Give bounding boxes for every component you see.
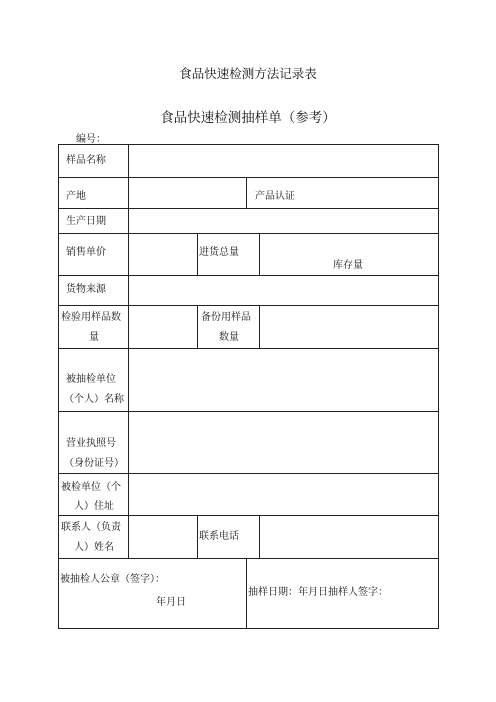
backup-qty-label-line2: 数量 <box>219 332 239 343</box>
row-divider <box>58 233 439 234</box>
column-divider <box>246 177 247 208</box>
purchase-total-label: 进货总量 <box>199 247 239 258</box>
column-divider <box>246 558 247 629</box>
origin-label: 产地 <box>66 191 86 202</box>
sampled-unit-label-line2: （个人）名称 <box>64 394 124 405</box>
seal-label: 被抽检人公章（签字）： <box>60 574 165 585</box>
stock-label: 库存量 <box>333 260 363 271</box>
row-divider <box>58 558 439 559</box>
license-label-line2: （身份证号） <box>64 458 124 469</box>
test-qty-label-line2: 量 <box>89 332 99 343</box>
address-label-line2: 人）住址 <box>74 501 114 512</box>
test-qty-label-line1: 检验用样品数 <box>61 312 121 323</box>
column-divider <box>197 305 198 348</box>
contact-label-line1: 联系人（负责 <box>61 522 121 533</box>
form-title: 食品快速检测抽样单（参考） <box>160 110 336 126</box>
origin-field[interactable] <box>129 178 245 207</box>
address-label-line1: 被检单位（个 <box>61 482 121 493</box>
sampled-unit-label-line1: 被抽检单位 <box>66 374 116 385</box>
column-divider <box>259 233 260 275</box>
production-date-field[interactable] <box>129 209 438 232</box>
sale-price-field[interactable] <box>129 234 196 274</box>
certification-field[interactable] <box>305 178 438 207</box>
source-label: 货物来源 <box>66 284 106 295</box>
test-qty-field[interactable] <box>129 306 196 347</box>
phone-label: 联系电话 <box>199 531 239 542</box>
sample-name-field[interactable] <box>129 145 438 176</box>
certification-label: 产品认证 <box>255 191 295 202</box>
seal-date-label: 年月日 <box>156 597 186 608</box>
sale-price-label: 销售单价 <box>66 247 106 258</box>
backup-qty-field[interactable] <box>260 306 438 347</box>
license-label-line1: 营业执照号 <box>66 438 116 449</box>
serial-number-label: 编号： <box>76 134 106 145</box>
phone-field[interactable] <box>260 516 438 557</box>
contact-label-line2: 人）姓名 <box>74 542 114 553</box>
sampled-unit-field[interactable] <box>129 349 438 410</box>
column-divider <box>197 233 198 275</box>
source-field[interactable] <box>129 276 438 304</box>
backup-qty-label-line1: 备份用样品 <box>201 312 251 323</box>
column-divider <box>197 515 198 558</box>
address-field[interactable] <box>129 474 438 514</box>
document-title: 食品快速检测方法记录表 <box>179 66 317 81</box>
production-date-label: 生产日期 <box>66 216 106 227</box>
sampling-sign-label: 抽样日期：年月日抽样人签字： <box>248 587 388 598</box>
license-field[interactable] <box>129 412 438 472</box>
contact-field[interactable] <box>129 516 196 557</box>
sample-name-label: 样品名称 <box>66 155 106 166</box>
